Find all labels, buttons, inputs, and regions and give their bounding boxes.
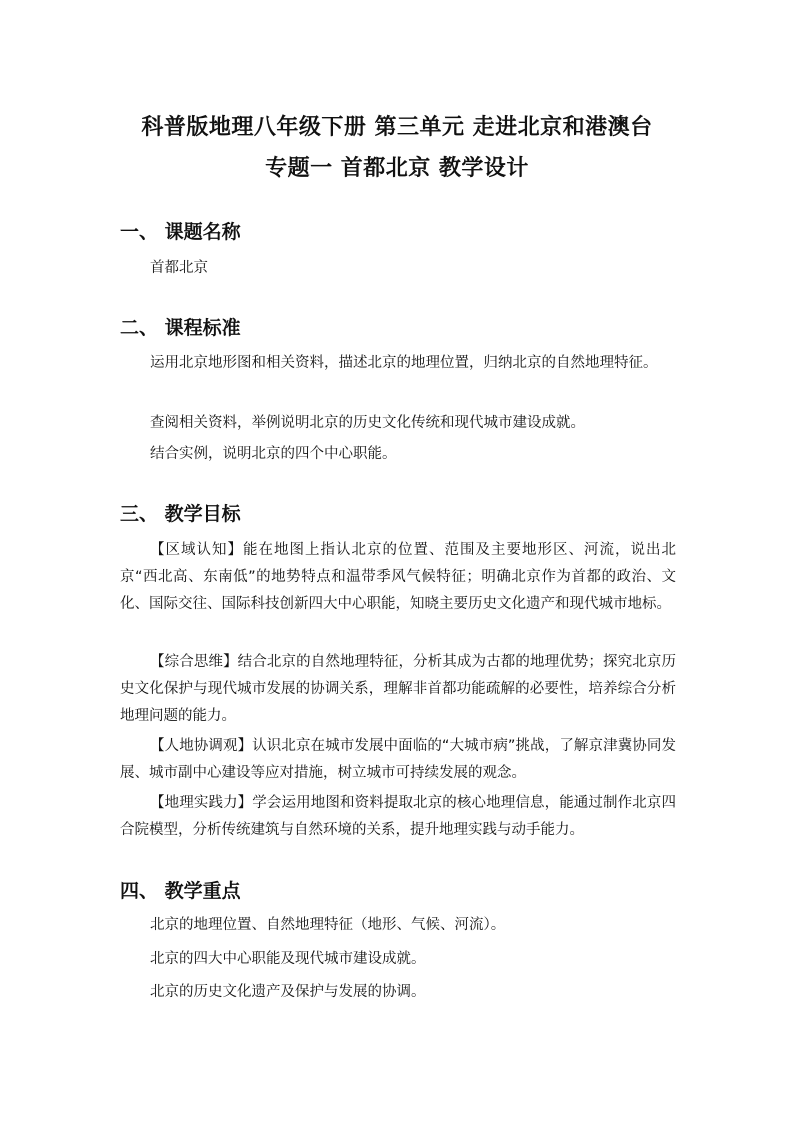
section-heading-teaching-focus: 四、 教学重点	[120, 880, 241, 902]
section-heading-teaching-objectives: 三、 教学目标	[120, 503, 241, 525]
section-heading-topic-name: 一、 课题名称	[120, 221, 241, 243]
paragraph-focus-2: 北京的四大中心职能及现代城市建设成就。	[150, 951, 426, 967]
paragraph-topic-name: 首都北京	[150, 260, 208, 276]
section-heading-curriculum-standard: 二、 课程标准	[120, 317, 241, 339]
paragraph-objective-practice: 【地理实践力】学会运用地图和资料提取北京的核心地理信息，能通过制作北京四合院模型，分析传统建筑与自然环境的关系，提升地理实践与动手能力。	[120, 795, 676, 838]
paragraph-objective-integrated-thinking: 【综合思维】结合北京的自然地理特征，分析其成为古都的地理优势；探究北京历史文化保护与现代城市发展的协调关系，理解非首都功能疏解的必要性，培养综合分析地理问题的能力。	[120, 654, 676, 724]
paragraph-standard-3: 结合实例，说明北京的四个中心职能。	[150, 446, 397, 462]
document-title-line-2: 专题一 首都北京 教学设计	[265, 156, 529, 181]
paragraph-objective-regional-cognition: 【区域认知】能在地图上指认北京的位置、范围及主要地形区、河流，说出北京“西北高、东南低”的地势特点和温带季风气候特征；明确北京作为首都的政治、文化、国际交往、国际科技创新四大中心职能，知晓主要历史文化遗产和现代城市地标。	[120, 542, 676, 612]
paragraph-focus-3: 北京的历史文化遗产及保护与发展的协调。	[150, 984, 426, 1000]
paragraph-focus-1: 北京的地理位置、自然地理特征（地形、气候、河流）。	[150, 917, 506, 933]
document-title-line-1: 科普版地理八年级下册 第三单元 走进北京和港澳台	[141, 115, 653, 140]
paragraph-standard-1: 运用北京地形图和相关资料，描述北京的地理位置，归纳北京的自然地理特征。	[150, 355, 658, 371]
paragraph-standard-2: 查阅相关资料，举例说明北京的历史文化传统和现代城市建设成就。	[150, 415, 585, 431]
paragraph-objective-human-earth: 【人地协调观】认识北京在城市发展中面临的“大城市病”挑战，了解京津冀协同发展、城市副中心建设等应对措施，树立城市可持续发展的观念。	[120, 738, 676, 781]
